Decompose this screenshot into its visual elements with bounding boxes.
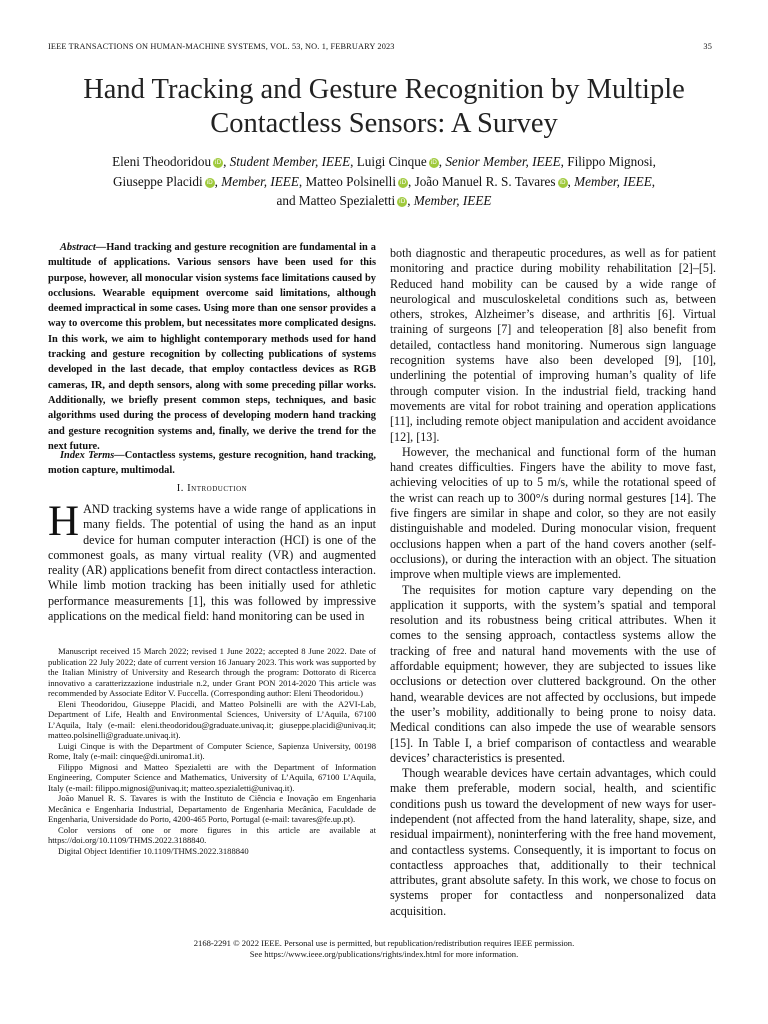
orcid-icon[interactable]: iD <box>399 178 407 186</box>
journal-name: IEEE TRANSACTIONS ON HUMAN-MACHINE SYSTEMS, VOL. 53, NO. 1, FEBRUARY 2023 <box>48 42 395 51</box>
body-paragraph: However, the mechanical and functional form of the human hand creates difficulties. Fingers have the ability to move fast, achieving velocities of up to 5 m/s, while the rotational speed of the wrist can reach up to 300°/s during normal gestures [14]. The five fingers are similar in shape and color, so they are not easily distinguishable and modeled. During monocular vision, frequent occlusions happen when a part of the hand covers another (self-occlusions), or during the interaction with an object. The situation improve when multiple views are implemented. <box>390 444 716 582</box>
paper-title: Hand Tracking and Gesture Recognition by Multiple Contactless Sensors: A Survey <box>83 74 685 139</box>
footnote: Eleni Theodoridou, Giuseppe Placidi, and Matteo Polsinelli are with the A2VI-Lab, Department of Life, Health and Environmental Sciences, University of L’Aquila, 67100 L’Aquila, Italy (e-mail: eleni.theodoridou@graduate.univaq.it; giuseppe.placidi@univaq.it; matteo.polsinelli@graduate.univaq.it). <box>48 698 376 740</box>
footnote: Filippo Mignosi and Matteo Spezialetti are with the Department of Information Engineering, Computer Science and Mathematics, University of L’Aquila, 67100 L’Aquila, Italy (e-mail: filippo.mignosi@univaq.it; matteo.spezialetti@univaq.it). <box>48 761 376 793</box>
orcid-icon[interactable]: iD <box>430 159 437 166</box>
index-terms <box>48 448 376 479</box>
author-role: Senior Member, IEEE <box>445 154 561 169</box>
author-name: Filippo Mignosi <box>567 154 653 169</box>
author-name: Giuseppe Placidi <box>112 173 203 189</box>
page-number: 35 <box>703 42 712 51</box>
running-head <box>48 42 712 51</box>
orcid-icon[interactable]: iD <box>399 198 406 205</box>
abstract-label: Abstract— <box>60 242 107 253</box>
section-heading <box>48 483 376 494</box>
index-terms-text: Contactless systems, gesture recognition, hand tracking, motion capture, multimodal. <box>48 450 376 477</box>
abstract-text: Hand tracking and gesture recognition are fundamental in a multitude of applications. Various sensors have been used for this purpose, however, all monocular vision systems face limitations caused by occlusions. Wearable equipment overcome said limitations, although deemed impractical in some cases. Using more than one sensor provides a way to overcome this problem, but necessitates more complicated designs. In this work, we aim to highlight contemporary methods used for hand tracking and gesture recognition by collecting publications of systems developed in the last decade, that employ contactless devices as RGB cameras, IR, and depth sensors, along with some preceding pillar works. Additionally, we briefly present common steps, techniques, and basic algorithms used during the process of developing modern hand tracking and gesture recognition systems and, finally, we derive the trend for the next future. <box>48 242 376 452</box>
footnote: Color versions of one or more figures in this article are available at https://doi.org/10.1109/THMS.2022.3188840. <box>48 824 376 845</box>
body-paragraph: The requisites for motion capture vary depending on the application it supports, with the system’s spatial and temporal resolution and its robustness being critical attributes. When it comes to the sensing approach, contactless systems allow the tracking of free and natural hand movements with the use of affordable equipment; however, they are subjected to issues like occlusions or detection over cluttered background. On the other hand, wearable devices are not affected by occlusions, but impede the user’s mobility, additionally to being prone to noisy data. Medical conditions can also impede the use of wearable sensors [15]. In Table I, a brief comparison of contactless and wearable devices’ characteristics is presented. <box>390 582 716 765</box>
section-number: I. <box>176 483 184 494</box>
copyright-line: 2168-2291 © 2022 IEEE. Personal use is permitted, but republication/redistribution requires IEEE permission. <box>193 938 575 948</box>
body-paragraph: both diagnostic and therapeutic procedures, as well as for patient monitoring and practice during mobility rehabilitation [2]–[5]. Reduced hand mobility can be caused by a wide range of neurological and musculoskeletal conditions such as, between others, strokes, Alzheimer’s disease, and arthritis [6]. Virtual training of surgeons [7] and teleoperation [8] also benefit from detailed, contactless hand monitoring. Numerous sign language recognition systems have also been developed [9], [10], underlining the potential of improving human’s quality of life through computer vision. In the industrial field, tracking hand movements are vital for robot training and operation applications [11], including remote object manipulation and accident avoidance [12], [13]. <box>390 246 716 444</box>
author-list: Eleni Theodoridou iD , Student Member, IEEE, Luigi Cinque iD , Senior Member, IEEE, Filippo Mignosi, Giuseppe Placidi iD , Member, IEEE, Matteo Polsinelli iD , João Manuel R. S. Tavares iD , Member, IEEE, and Matteo Spezialetti iD , Member, IEEE <box>112 154 656 208</box>
intro-paragraph <box>48 498 376 624</box>
drop-cap: H <box>48 498 80 545</box>
author-role: Member, IEEE <box>221 173 299 189</box>
author-name: Luigi Cinque <box>356 154 427 169</box>
footnote: Manuscript received 15 March 2022; revised 1 June 2022; accepted 8 June 2022. Date of publication 22 July 2022; date of current version 16 January 2023. This work was supported by the Italian Ministry of University and Research through the program: Dottorato di Ricerca innovativo a caratterizzazione industriale n.2, under Grant PON 2014-2020 This article was recommended by Associate Editor V. Fuccella. (Corresponding author: Eleni Theodoridou.) <box>48 646 376 698</box>
right-column-body <box>390 246 716 919</box>
footnote: Luigi Cinque is with the Department of Computer Science, Sapienza University, 00198 Rome, Italy (e-mail: cinque@di.uniroma1.it). <box>48 740 376 761</box>
orcid-icon[interactable]: iD <box>214 159 222 166</box>
author-role: Student Member, IEEE <box>229 154 351 169</box>
body-paragraph: Though wearable devices have certain advantages, which could make them preferable, modern social, health, and scientific conditions push us toward the development of new ways for user-independent (not affected from the hand laterality, shape, size, and residual impairment), noninterfering with the free hand movement, and contactless systems. Consequently, it is important to focus on contactless approaches that, additionally to their technical attributes, grant absolute safety. In this work, we chose to focus on systems proper for contactless and nonpersonalized data acquisition. <box>390 766 716 918</box>
index-terms-label: Index Terms— <box>60 450 125 461</box>
author-name: Matteo Spezialetti <box>298 193 396 208</box>
author-name: Eleni Theodoridou <box>112 154 212 169</box>
intro-text: AND tracking systems have a wide range of applications in many fields. The potential of using the hand as an input device for human computer interaction (HCI) is one of the commonest goals, as many virtual reality (VR) and augmented reality (AR) applications benefit from direct contactless interaction. While limb motion tracking has been initially used for athletic performance measurements [1], this was followed by impressive applications on the medical field: hand monitoring can be used in <box>48 502 376 624</box>
orcid-icon[interactable]: iD <box>206 178 213 186</box>
copyright-notice <box>60 938 708 960</box>
author-name: João Manuel R. S. Tavares <box>414 173 556 189</box>
abstract <box>48 240 376 454</box>
author-name: Matteo Polsinelli <box>305 173 396 189</box>
author-role: Member, IEEE <box>413 193 492 208</box>
rights-link[interactable]: See https://www.ieee.org/publications/rights/index.html for more information. <box>249 949 519 959</box>
author-role: Member, IEEE <box>574 173 652 189</box>
footnote: João Manuel R. S. Tavares is with the Instituto de Ciência e Inovação em Engenharia Mecânica e Engenharia Industrial, Departamento de Engenharia Mecânica, Faculdade de Engenharia, Universidade do Porto, 4200-465 Porto, Portugal (e-mail: tavares@fe.up.pt). <box>48 793 376 824</box>
footnote: Digital Object Identifier 10.1109/THMS.2022.3188840 <box>58 845 249 856</box>
orcid-icon[interactable]: iD <box>559 178 566 186</box>
section-title: Introduction <box>187 483 248 494</box>
footnotes <box>48 646 376 856</box>
